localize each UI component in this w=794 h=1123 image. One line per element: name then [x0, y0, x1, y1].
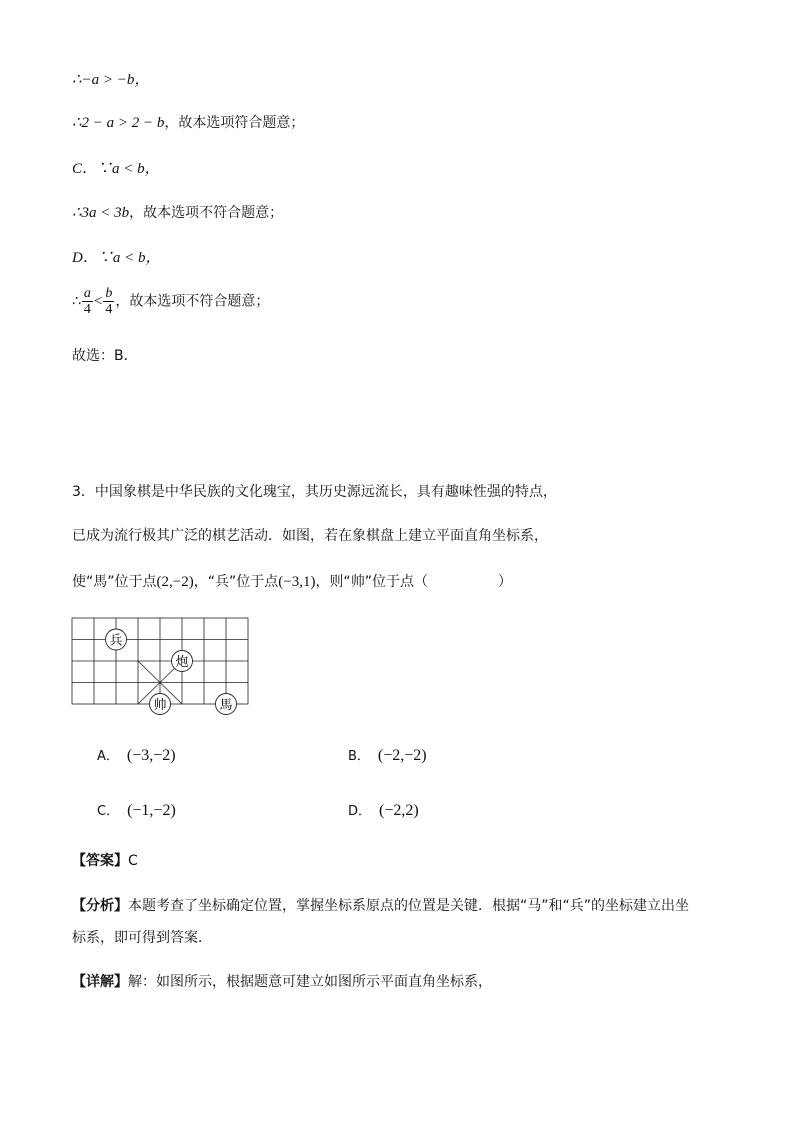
solution-line-4 [72, 202, 283, 222]
analysis-text: 本题考查了坐标确定位置，掌握坐标系原点的位置是关键．根据“马”和“兵”的坐标建立出坐 [128, 898, 690, 914]
fraction-numerator: a [83, 286, 91, 301]
chess-board-figure [70, 616, 252, 716]
question-3-line-2 [72, 525, 548, 545]
svg-text:馬: 馬 [219, 698, 233, 713]
solution-line-2 [72, 112, 304, 132]
question-text: ，则“帅”位于点（ [315, 574, 428, 590]
solution-line-3 [72, 157, 160, 178]
piece-bing [106, 629, 127, 650]
less-than-sign: < [93, 293, 103, 310]
option-value: (−1,−2) [127, 802, 176, 819]
question-text: ） [497, 574, 512, 590]
question-text: 3．中国象棋是中华民族的文化瑰宝，其历史源远流长，具有趣味性强的特点， [72, 484, 557, 500]
conclusion-text: ，故本选项不符合题意； [129, 205, 284, 221]
math-expression: ∴−a > −b， [72, 72, 150, 88]
answer-value: C [128, 853, 138, 869]
detail-line [72, 971, 492, 991]
option-value: (−2,2) [379, 802, 419, 819]
option-c [97, 800, 176, 820]
analysis-text: 标系，即可得到答案． [72, 930, 212, 946]
option-label: D． [348, 804, 372, 819]
piece-shuai [150, 694, 171, 715]
detail-text: 解：如图所示，根据题意可建立如图所示平面直角坐标系， [128, 974, 492, 990]
option-b [348, 745, 427, 765]
ma-coordinate: (2,−2) [156, 574, 194, 590]
question-3-line-3 [72, 571, 512, 591]
detail-tag: 【详解】 [72, 974, 128, 990]
math-expression: ∴2 − a > 2 − b [72, 115, 165, 131]
therefore-symbol: ∴ [72, 293, 81, 310]
solution-line-1 [72, 68, 149, 89]
math-expression: D．∵a < b， [72, 250, 161, 266]
option-d [348, 800, 419, 820]
piece-pao [172, 651, 193, 672]
option-value: (−3,−2) [126, 747, 176, 764]
fraction-denominator: 4 [83, 302, 91, 317]
conclusion-text: ，故本选项不符合题意； [115, 293, 270, 310]
math-expression: C．∵a < b， [72, 161, 160, 177]
question-text: 使“馬”位于点 [72, 574, 157, 590]
final-choice-text: 故选：B． [72, 348, 138, 364]
analysis-line-1 [72, 895, 689, 915]
piece-ma [216, 694, 237, 715]
option-a [97, 745, 176, 765]
answer-tag: 【答案】 [72, 853, 128, 869]
fraction-denominator: 4 [105, 302, 113, 317]
bing-coordinate: (−3,1) [278, 574, 316, 590]
question-text: 已成为流行极其广泛的棋艺活动．如图，若在象棋盘上建立平面直角坐标系， [72, 528, 548, 544]
math-expression: ∴3a < 3b [72, 205, 130, 221]
option-label: A． [97, 749, 119, 764]
solution-line-5 [72, 246, 160, 267]
question-3-line-1 [72, 481, 557, 501]
fraction-numerator: b [105, 286, 113, 301]
conclusion-text: ，故本选项符合题意； [164, 115, 305, 131]
option-label: C． [97, 804, 120, 819]
fraction-b-over-4 [103, 286, 114, 317]
svg-text:炮: 炮 [175, 655, 189, 670]
solution-line-final [72, 345, 138, 365]
option-value: (−2,−2) [377, 747, 427, 764]
solution-line-6 [72, 286, 269, 317]
question-text: ，“兵”位于点 [193, 574, 279, 590]
svg-text:帅: 帅 [153, 698, 167, 713]
fraction-a-over-4 [82, 286, 93, 317]
board-grid [72, 618, 248, 704]
option-label: B． [348, 749, 370, 764]
analysis-tag: 【分析】 [72, 898, 128, 914]
analysis-line-2 [72, 927, 212, 947]
svg-text:兵: 兵 [109, 633, 123, 649]
answer-line [72, 850, 138, 870]
